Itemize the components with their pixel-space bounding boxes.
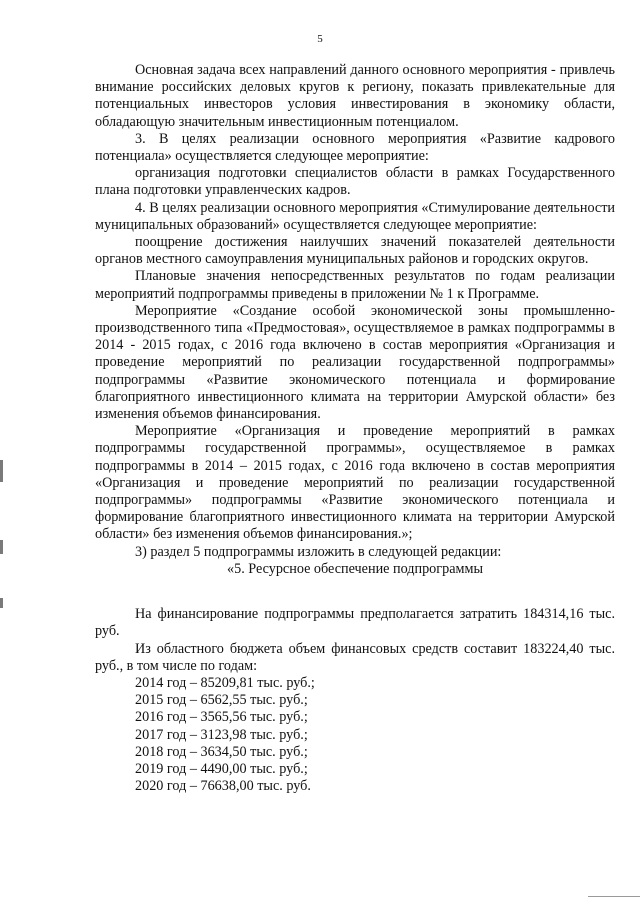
year-line: 2014 год – 85209,81 тыс. руб.; <box>135 674 315 691</box>
scan-bottom-rule <box>588 896 640 897</box>
page-number: 5 <box>317 33 323 45</box>
year-line: 2020 год – 76638,00 тыс. руб. <box>135 778 311 795</box>
paragraph: организация подготовки специалистов области в рамках Государственного плана подготовки управленческих кадров. <box>95 165 615 199</box>
paragraph: 4. В целях реализации основного мероприятия «Стимулирование деятельности муниципальных образований» осуществляется следующее мероприятие: <box>95 199 615 233</box>
financing-paragraph: На финансирование подпрограммы предполагается затратить 184314,16 тыс. руб. <box>95 606 615 640</box>
year-line: 2016 год – 3565,56 тыс. руб.; <box>135 709 308 726</box>
paragraph: поощрение достижения наилучших значений показателей деятельности органов местного самоуправления муниципальных районов и городских округов. <box>95 234 615 268</box>
paragraph: 3) раздел 5 подпрограммы изложить в следующей редакции: <box>135 543 502 560</box>
financing-paragraph: Из областного бюджета объем финансовых средств составит 183224,40 тыс. руб., в том числе по годам: <box>95 640 615 674</box>
year-line: 2019 год – 4490,00 тыс. руб.; <box>135 760 308 777</box>
scan-edge-mark <box>0 540 3 554</box>
year-line: 2018 год – 3634,50 тыс. руб.; <box>135 743 308 760</box>
paragraph: Мероприятие «Организация и проведение мероприятий в рамках подпрограммы государственной программы», осуществляемое в рамках подпрограммы в 2014 – 2015 годах, с 2016 года включено в состав мероприятия «Организация и проведение мероприятий по реализации государственной подпрограммы» подпрограммы «Развитие экономического потенциала и формирование благоприятного инвестиционного климата на территории Амурской области» без изменения объемов финансирования.»; <box>95 423 615 543</box>
paragraph: Плановые значения непосредственных результатов по годам реализации мероприятий подпрограммы приведены в приложении № 1 к Программе. <box>95 268 615 302</box>
paragraph: Основная задача всех направлений данного основного мероприятия - привлечь внимание российских деловых кругов к регионy, показать привлекательные для потенциальных инвесторов условия инвестирования в экономику области, обладающую значительным инвестиционным потенциалом. <box>95 62 615 130</box>
paragraph: 3. В целях реализации основного мероприятия «Развитие кадрового потенциала» осуществляется следующее мероприятие: <box>95 130 615 165</box>
year-line: 2017 год – 3123,98 тыс. руб.; <box>135 726 308 743</box>
scan-edge-mark <box>0 598 3 608</box>
year-line: 2015 год – 6562,55 тыс. руб.; <box>135 692 308 709</box>
document-body <box>95 62 615 795</box>
paragraph: Мероприятие «Создание особой экономической зоны промышленно-производственного типа «Предмостовая», осуществляемое в рамках подпрограммы в 2014 - 2015 годах, с 2016 года включено в состав мероприятия «Организация и проведение мероприятий по реализации государственной подпрограммы» подпрограммы «Развитие экономического потенциала и формирование благоприятного инвестиционного климата на территории Амурской области» без изменения объемов финансирования. <box>95 302 615 423</box>
scan-edge-mark <box>0 460 3 482</box>
section-heading: «5. Ресурсное обеспечение подпрограммы <box>227 560 483 577</box>
